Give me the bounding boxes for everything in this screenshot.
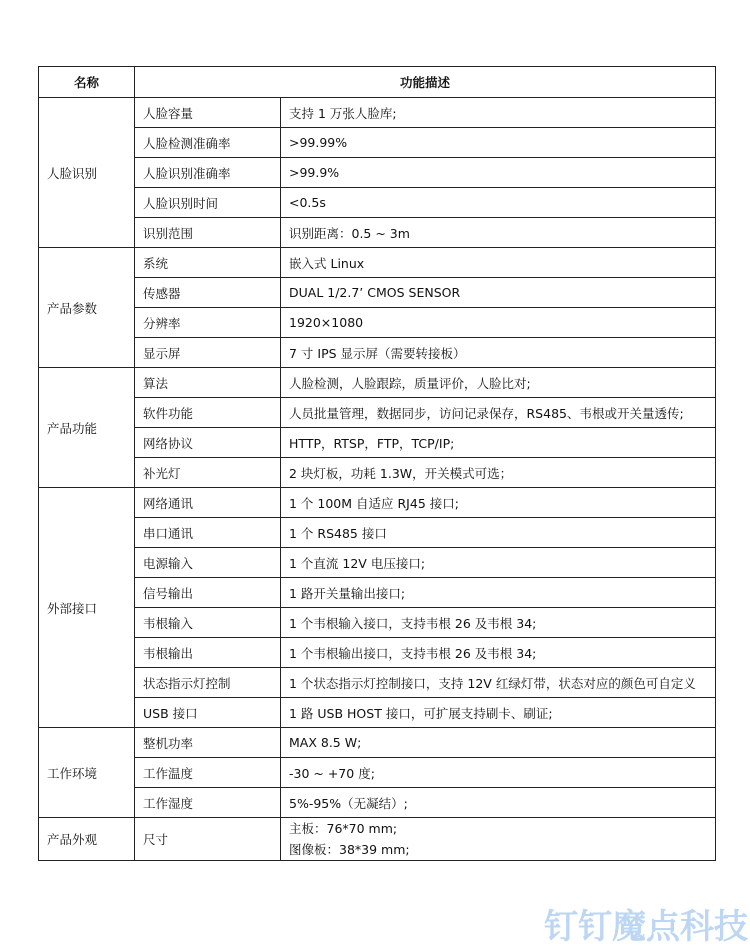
- description-cell: 1 个韦根输入接口，支持韦根 26 及韦根 34;: [281, 608, 716, 638]
- description-cell: 1 个 100M 自适应 RJ45 接口;: [281, 488, 716, 518]
- watermark-logo: 钉钉魔点科技: [544, 907, 748, 947]
- description-cell: >99.99%: [281, 128, 716, 158]
- header-name: 名称: [39, 67, 135, 98]
- table-row: [39, 668, 716, 698]
- description-cell: 2 块灯板，功耗 1.3W，开关模式可选；: [281, 458, 716, 488]
- table-row: [39, 548, 716, 578]
- feature-cell: 人脸容量: [135, 98, 281, 128]
- table-row: [39, 98, 716, 128]
- feature-cell: 分辨率: [135, 308, 281, 338]
- description-cell: 人脸检测，人脸跟踪，质量评价，人脸比对;: [281, 368, 716, 398]
- table-row: [39, 788, 716, 818]
- feature-cell: 识别范围: [135, 218, 281, 248]
- category-cell: 工作环境: [39, 728, 135, 818]
- table-row: [39, 398, 716, 428]
- description-cell: 7 寸 IPS 显示屏（需要转接板）: [281, 338, 716, 368]
- feature-cell: 状态指示灯控制: [135, 668, 281, 698]
- category-cell: 产品功能: [39, 368, 135, 488]
- table-row: [39, 608, 716, 638]
- description-cell: 1 路开关量输出接口;: [281, 578, 716, 608]
- description-cell: 5%-95%（无凝结）;: [281, 788, 716, 818]
- feature-cell: 工作湿度: [135, 788, 281, 818]
- feature-cell: 人脸检测准确率: [135, 128, 281, 158]
- table-row: [39, 338, 716, 368]
- table-row: [39, 158, 716, 188]
- description-cell: 1920×1080: [281, 308, 716, 338]
- feature-cell: 电源输入: [135, 548, 281, 578]
- table-row: [39, 278, 716, 308]
- feature-cell: USB 接口: [135, 698, 281, 728]
- feature-cell: 补光灯: [135, 458, 281, 488]
- feature-cell: 工作温度: [135, 758, 281, 788]
- table-row: [39, 518, 716, 548]
- category-cell: 人脸识别: [39, 98, 135, 248]
- feature-cell: 算法: [135, 368, 281, 398]
- table-row: [39, 728, 716, 758]
- description-line: 图像板：38*39 mm;: [289, 842, 410, 857]
- description-cell: <0.5s: [281, 188, 716, 218]
- spec-table: [38, 66, 716, 861]
- table-row: [39, 488, 716, 518]
- table-row: [39, 818, 716, 861]
- spec-table-body: [39, 98, 716, 861]
- table-row: [39, 698, 716, 728]
- description-cell: DUAL 1/2.7’ CMOS SENSOR: [281, 278, 716, 308]
- feature-cell: 网络通讯: [135, 488, 281, 518]
- category-cell: 产品外观: [39, 818, 135, 861]
- table-row: [39, 458, 716, 488]
- description-cell: 嵌入式 Linux: [281, 248, 716, 278]
- description-cell: 1 个韦根输出接口，支持韦根 26 及韦根 34;: [281, 638, 716, 668]
- table-row: [39, 218, 716, 248]
- description-cell: MAX 8.5 W;: [281, 728, 716, 758]
- table-row: [39, 578, 716, 608]
- feature-cell: 人脸识别准确率: [135, 158, 281, 188]
- description-cell: 1 个状态指示灯控制接口，支持 12V 红绿灯带，状态对应的颜色可自定义: [281, 668, 716, 698]
- description-cell: 1 个直流 12V 电压接口;: [281, 548, 716, 578]
- table-row: [39, 758, 716, 788]
- description-cell: 1 路 USB HOST 接口，可扩展支持刷卡、刷证;: [281, 698, 716, 728]
- category-cell: 产品参数: [39, 248, 135, 368]
- feature-cell: 软件功能: [135, 398, 281, 428]
- feature-cell: 韦根输入: [135, 608, 281, 638]
- description-cell: HTTP，RTSP，FTP，TCP/IP;: [281, 428, 716, 458]
- description-cell: [281, 818, 716, 861]
- feature-cell: 尺寸: [135, 818, 281, 861]
- feature-cell: 传感器: [135, 278, 281, 308]
- feature-cell: 串口通讯: [135, 518, 281, 548]
- table-row: [39, 368, 716, 398]
- feature-cell: 网络协议: [135, 428, 281, 458]
- header-description: 功能描述: [135, 67, 716, 98]
- table-row: [39, 248, 716, 278]
- description-line: 主板：76*70 mm;: [289, 821, 398, 836]
- table-row: [39, 428, 716, 458]
- table-row: [39, 188, 716, 218]
- feature-cell: 韦根输出: [135, 638, 281, 668]
- description-cell: >99.9%: [281, 158, 716, 188]
- feature-cell: 整机功率: [135, 728, 281, 758]
- table-row: [39, 308, 716, 338]
- description-cell: -30 ~ +70 度;: [281, 758, 716, 788]
- description-cell: 识别距离：0.5 ~ 3m: [281, 218, 716, 248]
- category-cell: 外部接口: [39, 488, 135, 728]
- description-cell: 支持 1 万张人脸库;: [281, 98, 716, 128]
- feature-cell: 系统: [135, 248, 281, 278]
- feature-cell: 人脸识别时间: [135, 188, 281, 218]
- table-row: [39, 638, 716, 668]
- table-row: [39, 128, 716, 158]
- table-header-row: [39, 67, 716, 98]
- description-cell: 人员批量管理，数据同步，访问记录保存，RS485、韦根或开关量透传;: [281, 398, 716, 428]
- description-cell: 1 个 RS485 接口: [281, 518, 716, 548]
- feature-cell: 显示屏: [135, 338, 281, 368]
- feature-cell: 信号输出: [135, 578, 281, 608]
